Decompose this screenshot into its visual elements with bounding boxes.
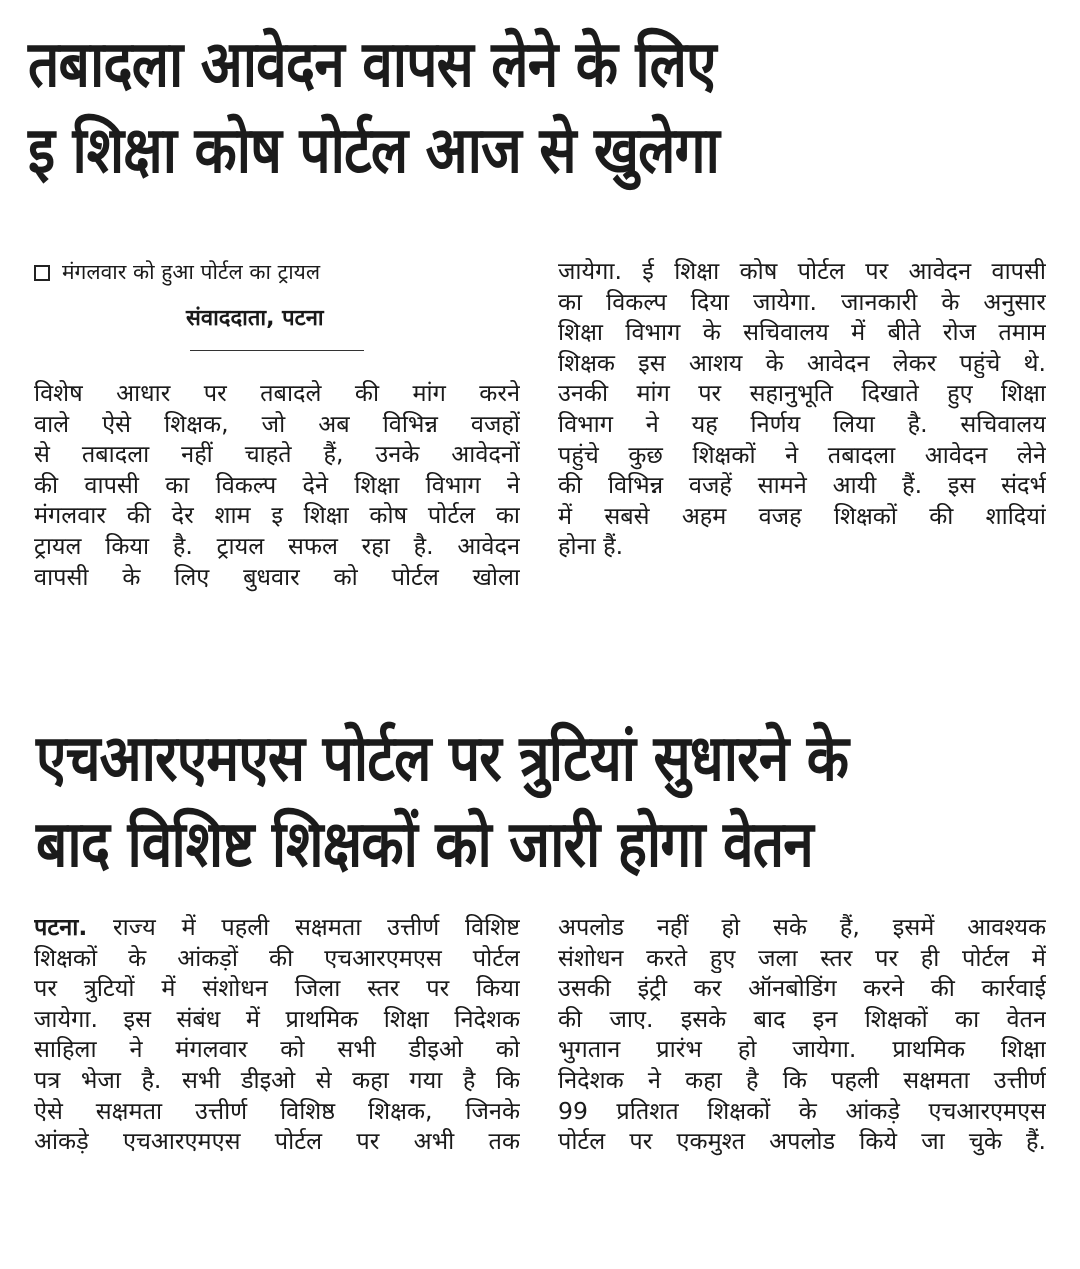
text-line: पोर्टल पर एकमुश्त अपलोड किये जा चुके हैं. [558, 1127, 1046, 1156]
text-line: आंकड़े एचआरएमएस पोर्टल पर अभी तक [34, 1127, 520, 1156]
square-bullet-icon [34, 265, 50, 281]
text-line: की विभिन्न वजहें सामने आयी हैं. इस संदर्भ [558, 471, 1046, 500]
text-line: साहिला ने मंगलवार को सभी डीइओ को [34, 1035, 520, 1064]
story2-dateline: पटना. [34, 913, 88, 941]
text-line: का विकल्प दिया जायेगा. जानकारी के अनुसार [558, 287, 1046, 316]
text-line: अपलोड नहीं हो सके हैं, इसमें आवश्यक [558, 913, 1046, 941]
text-line: से तबादला नहीं चाहते हैं, उनके आवेदनों [34, 440, 520, 469]
text-line: पहुंचे कुछ शिक्षकों ने तबादला आवेदन लेने [558, 440, 1046, 469]
text-line: शिक्षक इस आशय के आवेदन लेकर पहुंचे थे. [558, 348, 1046, 377]
text-line: शिक्षा विभाग के सचिवालय में बीते रोज तमाम [558, 318, 1046, 347]
byline-divider [190, 350, 364, 351]
text-line: ऐसे सक्षमता उत्तीर्ण विशिष्ठ शिक्षक, जिनके [34, 1096, 520, 1125]
story2-headline [36, 716, 1066, 888]
story2-column-1 [34, 912, 520, 1157]
text-line: संशोधन करते हुए जला स्तर पर ही पोर्टल में [558, 943, 1046, 972]
story2-first-line: राज्य में पहली सक्षमता उत्तीर्ण विशिष्ट [87, 913, 520, 941]
story1-headline [28, 22, 1058, 194]
story2-headline-line-1: एचआरएमएस पोर्टल पर त्रुटियां सुधारने के [36, 722, 849, 796]
text-line: पत्र भेजा है. सभी डीइओ से कहा गया है कि [34, 1065, 520, 1094]
story2-headline-line-2: बाद विशिष्ट शिक्षकों को जारी होगा वेतन [36, 808, 813, 882]
story1-column-1 [34, 378, 520, 592]
text-line: वाले ऐसे शिक्षक, जो अब विभिन्न वजहों [34, 409, 520, 438]
story1-highlight [34, 258, 320, 286]
text-line: में सबसे अहम वजह शिक्षकों की शादियां [558, 501, 1046, 530]
text-line: की वापसी का विकल्प देने शिक्षा विभाग ने [34, 470, 520, 499]
text-line: पर त्रुटियों में संशोधन जिला स्तर पर किया [34, 974, 520, 1003]
text-line: होना हैं. [558, 532, 624, 561]
text-line: की जाए. इसके बाद इन शिक्षकों का वेतन [558, 1004, 1046, 1033]
story1-column-2 [558, 256, 1046, 562]
text-line: वापसी के लिए बुधवार को पोर्टल खोला [34, 562, 520, 591]
story1-headline-line-1: तबादला आवेदन वापस लेने के लिए [28, 28, 716, 102]
text-line: जायेगा. ई शिक्षा कोष पोर्टल पर आवेदन वापसी [558, 257, 1046, 285]
text-line: निदेशक ने कहा है कि पहली सक्षमता उत्तीर्ण [558, 1065, 1046, 1094]
text-line: 99 प्रतिशत शिक्षकों के आंकड़े एचआरएमएस [558, 1096, 1046, 1125]
text-line: ट्रायल किया है. ट्रायल सफल रहा है. आवेदन [34, 531, 520, 560]
story2-column-2 [558, 912, 1046, 1157]
text-line: विशेष आधार पर तबादले की मांग करने [34, 379, 520, 407]
story1-headline-line-2: इ शिक्षा कोष पोर्टल आज से खुलेगा [28, 114, 719, 188]
text-line: उनकी मांग पर सहानुभूति दिखाते हुए शिक्षा [558, 379, 1046, 408]
story1-highlight-text: मंगलवार को हुआ पोर्टल का ट्रायल [62, 260, 321, 284]
text-line: जायेगा. इस संबंध में प्राथमिक शिक्षा निदेशक [34, 1004, 520, 1033]
text-line: शिक्षकों के आंकड़ों की एचआरएमएस पोर्टल [34, 943, 520, 972]
story1-byline: संवाददाता, पटना [186, 306, 324, 331]
text-line: भुगतान प्रारंभ हो जायेगा. प्राथमिक शिक्षा [558, 1035, 1046, 1064]
text-line: मंगलवार की देर शाम इ शिक्षा कोष पोर्टल का [34, 501, 520, 530]
text-line: उसकी इंट्री कर ऑनबोडिंग करने की कार्रवाई [558, 974, 1046, 1003]
text-line [34, 912, 520, 943]
text-line: विभाग ने यह निर्णय लिया है. सचिवालय [558, 409, 1046, 438]
